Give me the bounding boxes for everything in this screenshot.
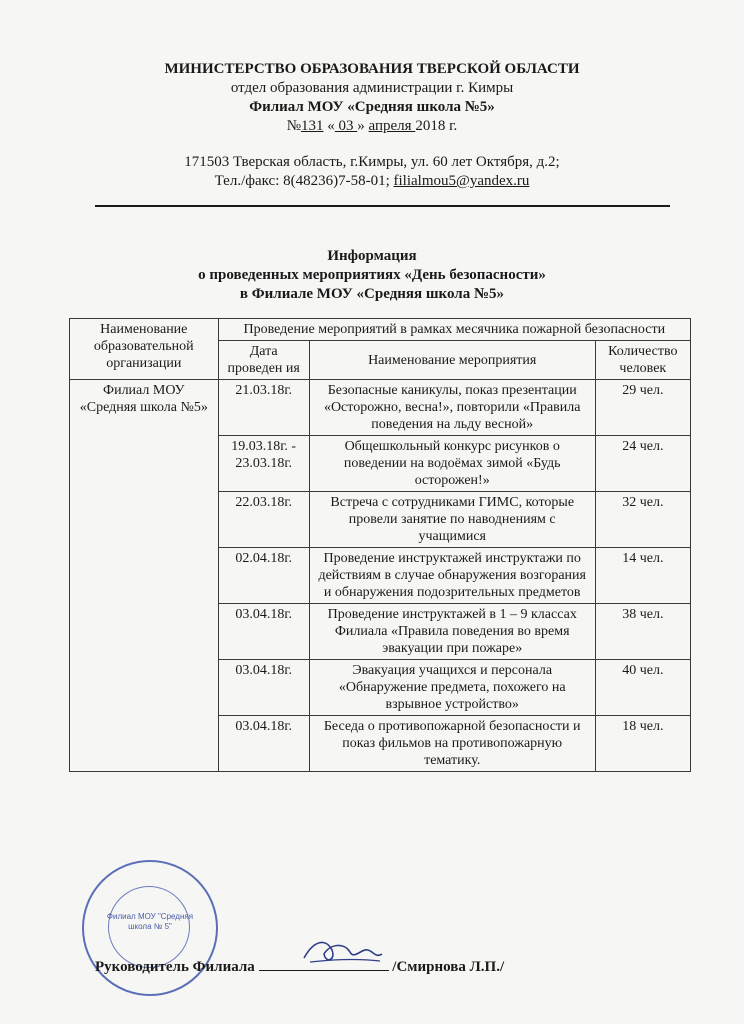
events-table	[69, 318, 691, 772]
date-cell: 03.04.18г.	[218, 716, 309, 772]
count-cell: 32 чел.	[595, 492, 690, 548]
postal-address: 171503 Тверская область, г.Кимры, ул. 60 лет Октября, д.2;	[184, 154, 560, 170]
event-cell: Общешкольный конкурс рисунков о поведении на водоёмах зимой «Будь осторожен!»	[309, 436, 595, 492]
title-line-3: в Филиале МОУ «Средняя школа №5»	[239, 286, 505, 302]
header-divider	[95, 205, 670, 207]
date-cell: 02.04.18г.	[218, 548, 309, 604]
header-organization: Наименование образовательной организации	[70, 319, 219, 380]
document-title	[0, 247, 744, 304]
header-event: Наименование мероприятия	[309, 341, 595, 380]
event-cell: Встреча с сотрудниками ГИМС, которые провели занятие по наводнениям с учащимися	[309, 492, 595, 548]
ministry-name: МИНИСТЕРСТВО ОБРАЗОВАНИЯ ТВЕРСКОЙ ОБЛАСТИ	[164, 61, 580, 77]
department-name: отдел образования администрации г. Кимры	[230, 80, 514, 96]
date-cell: 21.03.18г.	[218, 380, 309, 436]
event-cell: Беседа о противопожарной безопасности и показ фильмов на противопожарную тематику.	[309, 716, 595, 772]
title-line-2: о проведенных мероприятиях «День безопасности»	[198, 267, 546, 283]
seal-text: Филиал МОУ "Средняя школа № 5"	[106, 912, 194, 931]
table-header-row	[70, 319, 691, 341]
header-date: Дата проведен ия	[218, 341, 309, 380]
event-cell: Проведение инструктажей инструктажи по действиям в случае обнаружения возгорания и обнаружения подозрительных предметов	[309, 548, 595, 604]
header-group: Проведение мероприятий в рамках месячника пожарной безопасности	[218, 319, 690, 341]
branch-name: Филиал МОУ «Средняя школа №5»	[249, 99, 495, 115]
count-cell: 40 чел.	[595, 660, 690, 716]
date-month: апреля	[368, 118, 416, 134]
contact-line: Тел./факс: 8(48236)7-58-01; filialmou5@yandex.ru	[214, 173, 530, 189]
signature-underline	[259, 956, 389, 971]
date-cell: 03.04.18г.	[218, 660, 309, 716]
doc-number: 131	[301, 118, 324, 134]
count-cell: 18 чел.	[595, 716, 690, 772]
header-count: Количество человек	[595, 341, 690, 380]
count-cell: 38 чел.	[595, 604, 690, 660]
signature-line	[95, 956, 504, 976]
document-number-date: №131 « 03 » апреля 2018 г.	[286, 118, 458, 134]
email-link[interactable]: filialmou5@yandex.ru	[393, 173, 530, 189]
event-cell: Проведение инструктажей в 1 – 9 классах Филиала «Правила поведения во время эвакуации при пожаре»	[309, 604, 595, 660]
date-cell: 19.03.18г. - 23.03.18г.	[218, 436, 309, 492]
signatory-name: /Смирнова Л.П./	[392, 959, 505, 975]
count-cell: 14 чел.	[595, 548, 690, 604]
title-line-1: Информация	[327, 248, 417, 264]
event-cell: Безопасные каникулы, показ презентации «Осторожно, весна!», повторили «Правила поведения на льду весной»	[309, 380, 595, 436]
event-cell: Эвакуация учащихся и персонала «Обнаружение предмета, похожего на взрывное устройство»	[309, 660, 595, 716]
letterhead	[0, 60, 744, 191]
count-cell: 29 чел.	[595, 380, 690, 436]
date-day: 03	[334, 118, 358, 134]
table-row	[70, 380, 691, 436]
date-cell: 03.04.18г.	[218, 604, 309, 660]
organization-cell: Филиал МОУ «Средняя школа №5»	[70, 380, 219, 772]
date-cell: 22.03.18г.	[218, 492, 309, 548]
count-cell: 24 чел.	[595, 436, 690, 492]
signatory-role: Руководитель Филиала	[95, 959, 255, 975]
